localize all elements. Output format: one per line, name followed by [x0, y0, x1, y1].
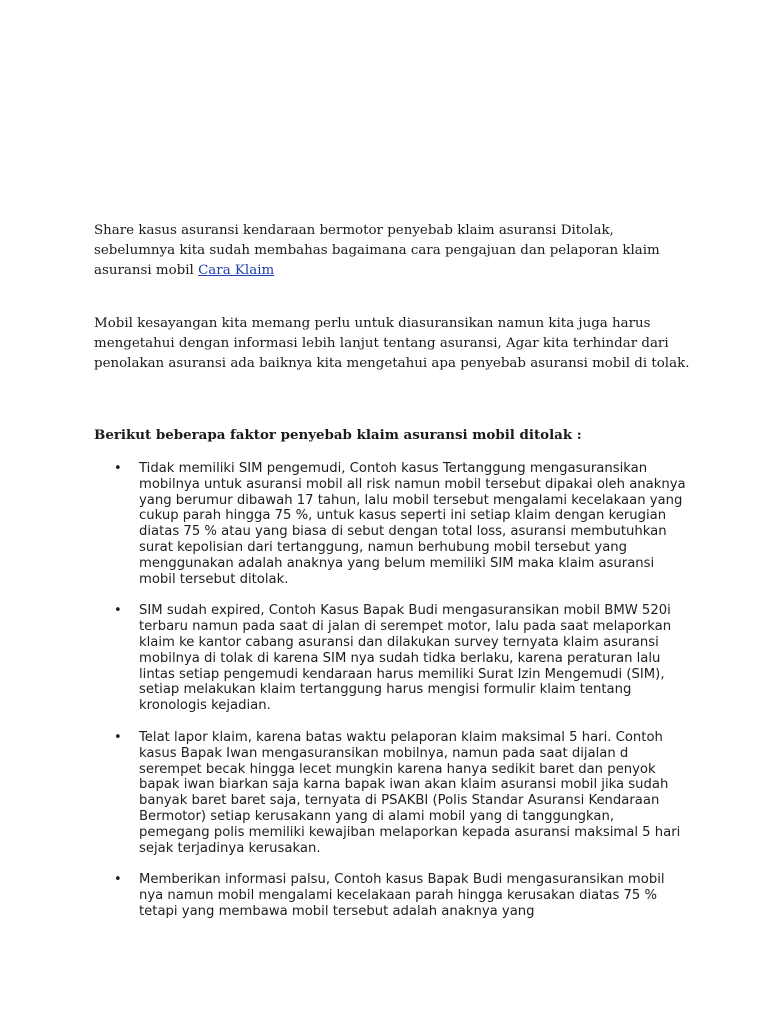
intro-text: Share kasus asuransi kendaraan bermotor penyebab klaim asuransi Ditolak, sebelumnya kita sudah membahas bagaimana cara pengajuan dan pelaporan klaim asuransi mobil [94, 223, 660, 278]
bullet-icon: • [114, 603, 122, 619]
list-item-text: Memberikan informasi palsu, Contoh kasus Bapak Budi mengasuransikan mobil nya namun mobil mengalami kecelakaan parah hingga kerusakan diatas 75 % tetapi yang membawa mobil tersebut adalah anaknya yang [139, 872, 665, 919]
list-item [96, 872, 686, 919]
list-item [96, 603, 686, 714]
bullet-icon: • [114, 729, 122, 745]
list-item-text: SIM sudah expired, Contoh Kasus Bapak Budi mengasuransikan mobil BMW 520i terbaru namun pada saat di jalan di serempet motor, lalu pada saat melaporkan klaim ke kantor cabang asuransi dan dilakukan survey ternyata klaim asuransi mobilnya di tolak di karena SIM nya sudah tidka berlaku, karena peraturan lalu lintas setiap pengemudi kendaraan harus memiliki Surat Izin Mengemudi (SIM), setiap melakukan klaim tertanggung harus mengisi formulir klaim tentang kronologis kejadian. [139, 603, 672, 714]
list-item [96, 730, 686, 856]
list-item [96, 461, 686, 587]
bullet-icon: • [114, 461, 122, 476]
body-paragraph: Mobil kesayangan kita memang perlu untuk diasuransikan namun kita juga harus mengetahui dengan informasi lebih lanjut tentang asuransi, Agar kita terhindar dari penolakan asuransi ada baiknya kita mengetahui apa penyebab asuransi mobil di tolak. [94, 316, 690, 371]
list-item-text: Telat lapor klaim, karena batas waktu pelaporan klaim maksimal 5 hari. Contoh kasus Bapak Iwan mengasuransikan mobilnya, namun pada saat dijalan d serempet becak hingga lecet mungkin karena hanya sedikit baret dan penyok bapak iwan biarkan saja karna bapak iwan akan klaim asuransi mobil jika sudah banyak baret baret saja, ternyata di PSAKBI (Polis Standar Asuransi Kendaraan Bermotor) setiap kerusakann yang di alami mobil yang di tanggungkan, pemegang polis memiliki kewajiban melaporkan kepada asuransi maksimal 5 hari sejak terjadinya kerusakan. [139, 729, 681, 856]
section-heading: Berikut beberapa faktor penyebab klaim asuransi mobil ditolak : [94, 427, 582, 443]
cara-klaim-link[interactable]: Cara Klaim [198, 263, 275, 278]
bullet-icon: • [114, 872, 122, 888]
intro-paragraph [94, 221, 694, 281]
list-item-text: Tidak memiliki SIM pengemudi, Contoh kasus Tertanggung mengasuransikan mobilnya untuk asuransi mobil all risk namun mobil tersebut dipakai oleh anaknya yang berumur dibawah 17 tahun, lalu mobil tersebut mengalami kecelakaan yang cukup parah hingga 75 %, untuk kasus seperti ini setiap klaim dengan kerugian diatas 75 % atau yang biasa di sebut dengan total loss, asuransi membutuhkan surat kepolisian dari tertanggung, namun berhubung mobil tersebut yang menggunakan adalah anaknya yang belum memiliki SIM maka klaim asuransi mobil tersebut ditolak. [139, 461, 686, 587]
factor-list [96, 461, 686, 936]
